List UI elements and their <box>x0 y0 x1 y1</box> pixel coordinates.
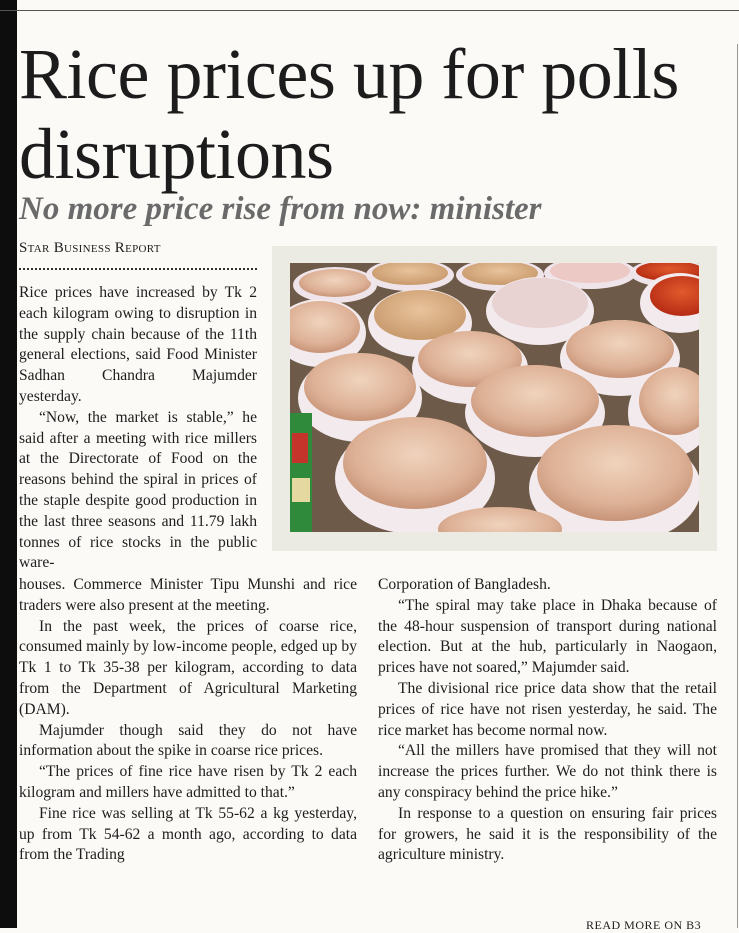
byline-divider <box>19 268 257 270</box>
photo-frame <box>272 246 717 551</box>
paragraph: In the past week, the prices of coarse rice, consumed mainly by low-income people, edged up by Tk 1 to Tk 35-38 per kilogram, according to data from the Department of Agricultural Marketing (DAM). <box>19 617 357 718</box>
rice-sacks-image <box>290 263 699 532</box>
article-column-2 <box>19 575 357 928</box>
paragraph: “Now, the market is stable,” he said after a meeting with rice millers at the Directorate of Food on the reasons behind the spiral in prices of the staple despite good production in the last three seasons and 11.79 lakh tonnes of rice stocks in the public ware- <box>19 408 257 572</box>
article-column-1 <box>19 283 257 574</box>
paragraph: Rice prices have increased by Tk 2 each kilogram owing to disruption in the supply chain because of the 11th general elections, said Food Minister Sadhan Chandra Majumder yesterday. <box>19 284 257 405</box>
paragraph: The divisional rice price data show that the retail prices of rice have not risen yesterday, he said. The rice market has become normal now. <box>378 679 717 739</box>
paragraph: Corporation of Bangladesh. <box>378 576 551 593</box>
column-rule <box>737 44 738 928</box>
paragraph: houses. Commerce Minister Tipu Munshi and rice traders were also present at the meeting. <box>19 576 357 614</box>
rice-sacks-photo <box>290 263 699 532</box>
article-column-3 <box>378 575 717 866</box>
paragraph: “The prices of fine rice have risen by Tk 2 each kilogram and millers have admitted to that.” <box>19 763 357 801</box>
headline: Rice prices up for polls disruptions <box>19 34 679 194</box>
paragraph: “All the millers have promised that they will not increase the prices further. We do not think there is any conspiracy behind the price hike.” <box>378 742 717 801</box>
read-more-link[interactable]: READ MORE ON B3 <box>586 918 702 932</box>
paragraph: In response to a question on ensuring fair prices for growers, he said it is the responsibility of the agriculture ministry. <box>378 804 717 864</box>
page-edge-shadow <box>0 0 17 928</box>
subheadline: No more price rise from now: minister <box>19 191 542 227</box>
top-rule <box>0 10 739 11</box>
paragraph: “The spiral may take place in Dhaka because of the 48-hour suspension of transport during national election. But at the hub, particularly in Naogaon, prices have not soared,” Majumder said. <box>378 596 717 677</box>
paragraph: Fine rice was selling at Tk 55-62 a kg yesterday, up from Tk 54-62 a month ago, according to data from the Trading <box>19 804 357 864</box>
paragraph: Majumder though said they do not have information about the spike in coarse rice prices. <box>19 721 357 760</box>
byline: Star Business Report <box>19 240 161 256</box>
